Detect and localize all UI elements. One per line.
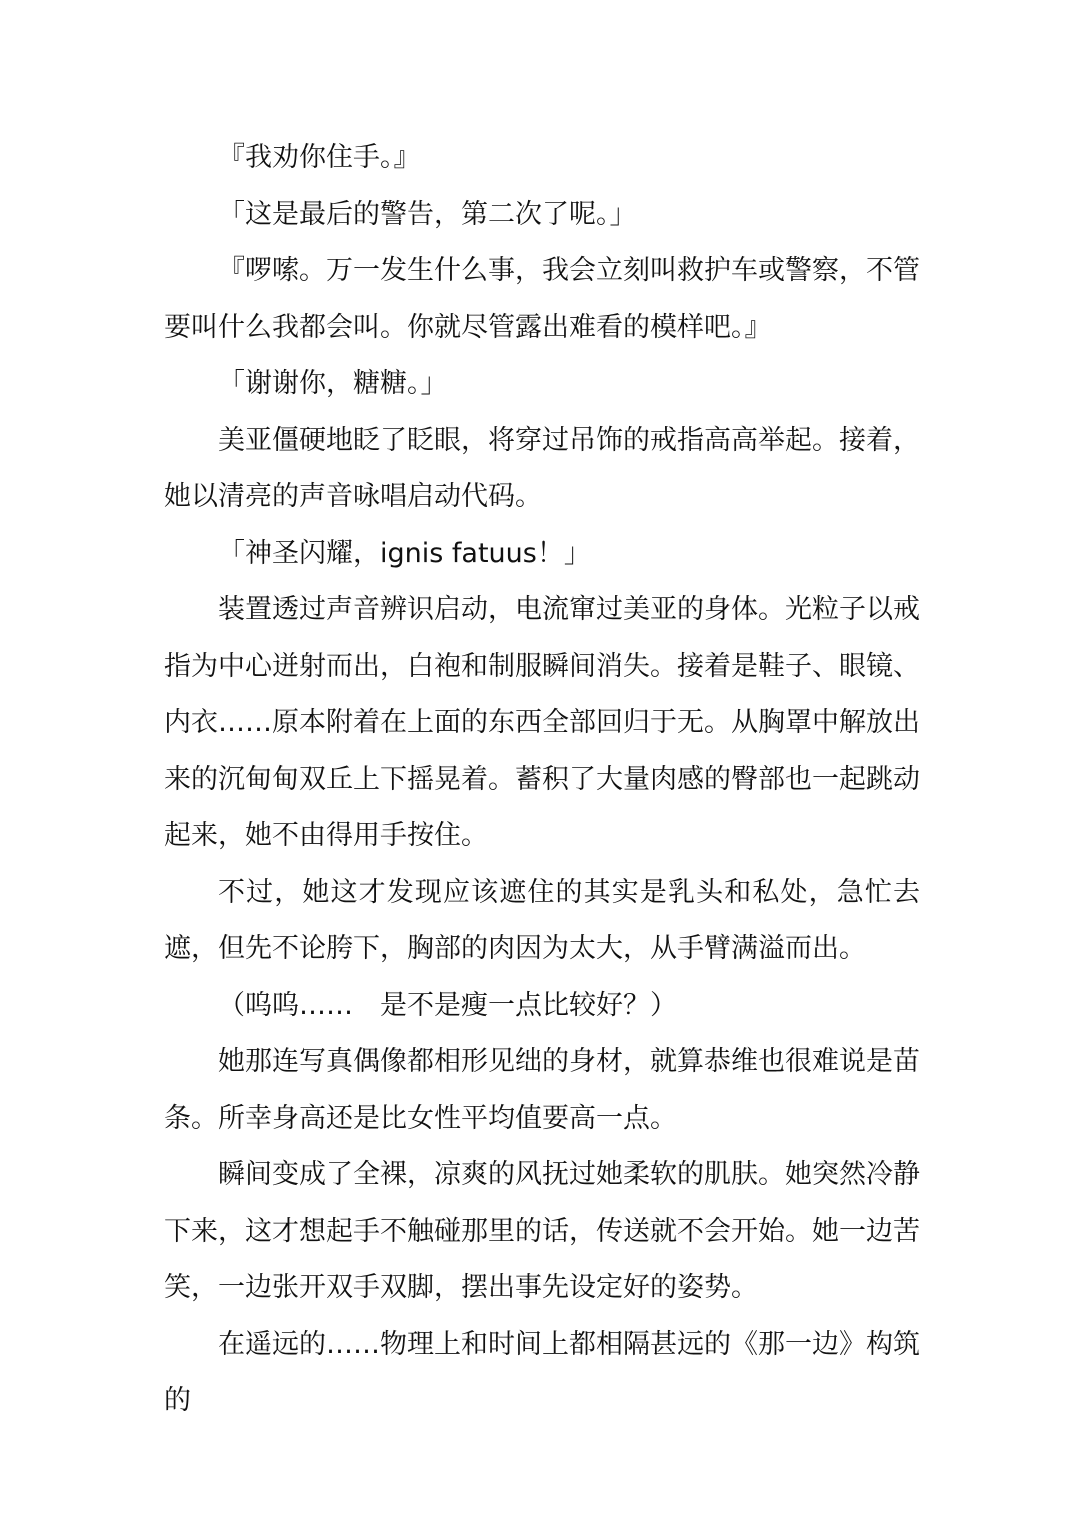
paragraph-12: 在遥远的……物理上和时间上都相隔甚远的《那一边》构筑的: [164, 1328, 920, 1416]
paragraph-6: 「神圣闪耀，ignis fatuus！」: [218, 537, 591, 569]
paragraph-2: 「这是最后的警告，第二次了呢。」: [218, 198, 637, 230]
paragraph-3: 『啰嗦。万一发生什么事，我会立刻叫救护车或警察，不管要叫什么我都会叫。你就尽管露出难看的模样吧。』: [164, 255, 920, 343]
paragraph-7: 装置透过声音辨识启动，电流窜过美亚的身体。光粒子以戒指为中心迸射而出，白袍和制服瞬间消失。接着是鞋子、眼镜、内衣……原本附着在上面的东西全部回归于无。从胸罩中解放出来的沉甸甸双丘上下摇晃着。蓄积了大量肉感的臀部也一起跳动起来，她不由得用手按住。: [164, 594, 920, 851]
paragraph-10: 她那连写真偶像都相形见绌的身材，就算恭维也很难说是苗条。所幸身高还是比女性平均值要高一点。: [164, 1046, 920, 1134]
paragraph-4: 「谢谢你，糖糖。」: [218, 368, 448, 399]
paragraph-9: （呜呜…… 是不是瘦一点比较好？）: [218, 989, 677, 1021]
paragraph-8: 不过，她这才发现应该遮住的其实是乳头和私处，急忙去遮，但先不论胯下，胸部的肉因为太大，从手臂满溢而出。: [164, 876, 920, 964]
paragraph-5: 美亚僵硬地眨了眨眼，将穿过吊饰的戒指高高举起。接着，她以清亮的声音咏唱启动代码。: [164, 424, 920, 512]
paragraph-1: 『我劝你住手。』: [218, 142, 421, 173]
paragraph-11: 瞬间变成了全裸，凉爽的风抚过她柔软的肌肤。她突然冷静下来，这才想起手不触碰那里的话，传送就不会开始。她一边苦笑，一边张开双手双脚，摆出事先设定好的姿势。: [164, 1159, 920, 1303]
body-text: [164, 130, 920, 1430]
